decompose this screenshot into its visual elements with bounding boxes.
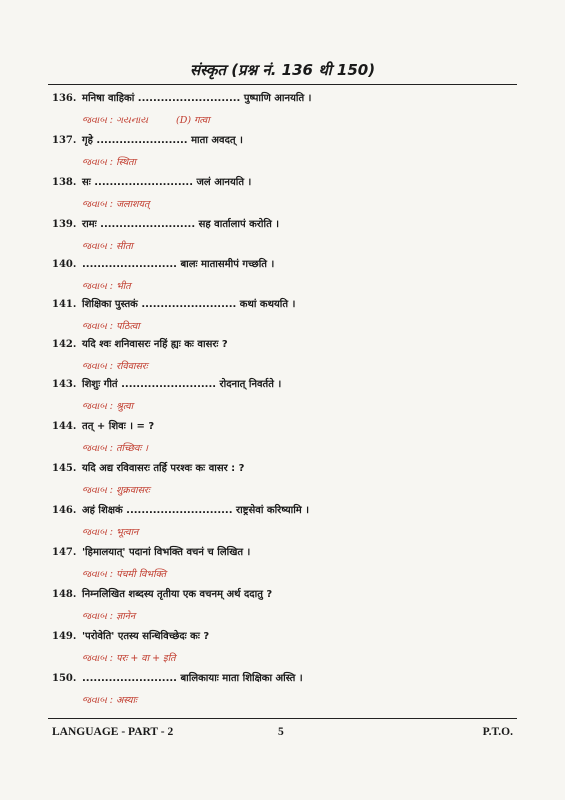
question-number: 147. (52, 547, 77, 558)
question-number: 137. (52, 135, 77, 146)
question-item (0, 546, 565, 588)
question-item (0, 134, 565, 176)
answer-text: જવાબ : ગયનાય (D) गत्वा (82, 115, 210, 126)
question-item (0, 176, 565, 218)
question-text: निम्नलिखित शब्दस्य तृतीया एक वचनम् अर्थ ददातु ? (82, 589, 273, 600)
answer-text: જવાબ : सीता (82, 241, 133, 252)
question-item (0, 462, 565, 504)
question-text: शिक्षिका पुस्तकं ......................... कथां कथयति । (82, 299, 296, 310)
question-item (0, 672, 565, 714)
question-number: 136. (52, 93, 77, 104)
question-item (0, 378, 565, 420)
footer-section-label: LANGUAGE - PART - 2 (52, 726, 174, 738)
question-item (0, 504, 565, 546)
question-number: 140. (52, 259, 77, 270)
question-number: 150. (52, 673, 77, 684)
title-divider (48, 84, 517, 85)
question-item (0, 420, 565, 462)
question-number: 144. (52, 421, 77, 432)
question-item (0, 218, 565, 260)
question-text: शिशुः गीतं ......................... रोदनात् निवर्तते । (82, 379, 282, 390)
answer-text: જવાબ : स्थिता (82, 157, 137, 168)
answer-text: જવાબ : श्रुत्वा (82, 401, 134, 412)
question-number: 148. (52, 589, 77, 600)
question-option: (D) गत्वा (176, 115, 210, 126)
answer-text: જવાબ : ज्ञानेन (82, 611, 136, 622)
question-text: यदि श्वः शनिवासरः नहिं ह्यः कः वासरः ? (82, 339, 228, 350)
question-number: 145. (52, 463, 77, 474)
question-text: ......................... बालिकायाः माता शिक्षिका अस्ति । (82, 673, 303, 684)
question-item (0, 630, 565, 672)
answer-text: જવાબ : परः + वा + इति (82, 653, 176, 664)
question-number: 143. (52, 379, 77, 390)
question-item (0, 92, 565, 134)
question-number: 138. (52, 177, 77, 188)
answer-text: જવાબ : जलाशयत् (82, 199, 150, 210)
answer-text: જવાબ : रविवासरः (82, 361, 148, 372)
answer-text: જવાબ : पंचमी विभक्ति (82, 569, 167, 580)
question-text: ......................... बालः मातासमीपं गच्छति । (82, 259, 275, 270)
question-item (0, 258, 565, 300)
question-number: 141. (52, 299, 77, 310)
question-text: 'परोवेति' एतस्य सन्धिविच्छेदः कः ? (82, 631, 210, 642)
answer-text: જવાબ : अस्याः (82, 695, 137, 706)
question-number: 146. (52, 505, 77, 516)
question-text: गृहे ........................ माता अवदत् । (82, 135, 243, 146)
answer-text: જવાબ : भूत्वान (82, 527, 139, 538)
question-text: मनिषा वाहिकां ........................... पुष्पाणि आनयति । (82, 93, 312, 104)
question-text: रामः ......................... सह वार्तालापं करोति । (82, 219, 280, 230)
question-text: 'हिमालयात्' पदानां विभक्ति वचनं च लिखित । (82, 547, 251, 558)
footer-divider (48, 718, 517, 719)
question-item (0, 338, 565, 380)
footer-pto: P.T.O. (482, 726, 513, 738)
question-text: अहं शिक्षकं ............................ राष्ट्रसेवां करिष्यामि । (82, 505, 310, 516)
answer-text: જવાબ : शुक्रवासरः (82, 485, 150, 496)
question-text: तत् + शिवः । = ? (82, 421, 155, 432)
page-title: संस्कृत (प्रश्न नं. 136 थी 150) (189, 61, 376, 79)
question-item (0, 298, 565, 340)
question-number: 139. (52, 219, 77, 230)
question-text: यदि अद्य रविवासरः तर्हि परश्वः कः वासर : ? (82, 463, 245, 474)
page-number: 5 (278, 726, 284, 738)
question-item (0, 588, 565, 630)
answer-text: જવાબ : तच्छिवः । (82, 443, 148, 454)
question-text: सः .......................... जलं आनयति । (82, 177, 252, 188)
answer-text: જવાબ : पठित्वा (82, 321, 140, 332)
answer-text: જવાબ : भीत (82, 281, 131, 292)
question-number: 149. (52, 631, 77, 642)
question-number: 142. (52, 339, 77, 350)
